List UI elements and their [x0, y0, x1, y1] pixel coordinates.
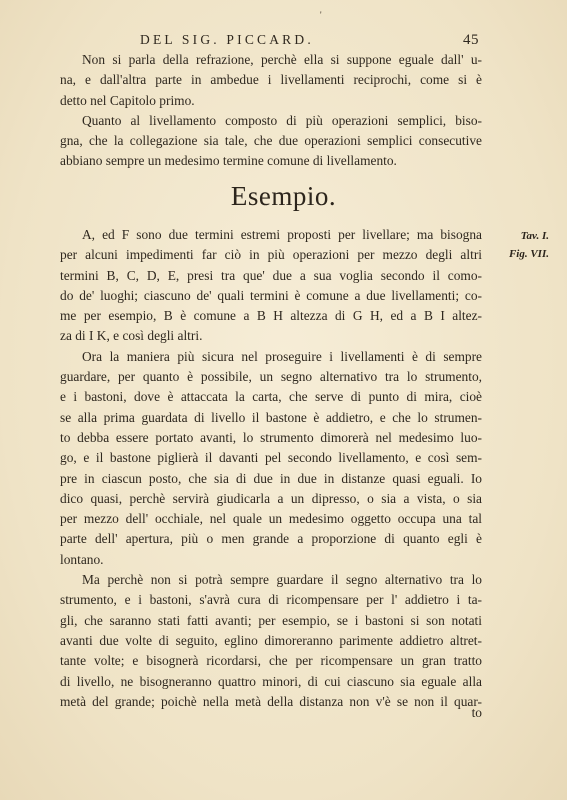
text-line: Ora la maniera più sicura nel proseguire i livellamenti è di sempre: [82, 348, 482, 364]
text-line: Quanto al livellamento composto di più operazioni semplici, biso-: [82, 112, 482, 128]
catchword: to: [471, 705, 482, 720]
margin-note-plate: Tav. I.: [520, 230, 549, 242]
text-line: di livello, ne bisogneranno quattro minori, di cui ciascuno sia eguale alla: [60, 673, 482, 689]
text-line: A, ed F sono due termini estremi proposti per livellare; ma bisogna: [82, 227, 482, 242]
paragraph-block-top: [60, 50, 482, 172]
text-line: detto nel Capitolo primo.: [60, 92, 195, 108]
text-line: gli, che saranno stati fatti avanti; per esempio, se i bastoni si son notati: [60, 612, 482, 628]
text-line: do de' luoghi; ciascuno de' quali termini è comune a due livellamenti; co-: [60, 287, 482, 303]
margin-note-figure: Fig. VII.: [508, 248, 549, 260]
text-line: per alcuni impedimenti far ciò in più operazioni per mezzo degli altri: [60, 247, 482, 263]
text-line: abbiano sempre un medesimo termine comune di livellamento.: [60, 153, 397, 169]
text-line: tante volte; e bisognerà ricordarsi, che per ricompensare un gran tratto: [60, 653, 482, 669]
text-line: guardare, per quanto è possibile, un segno alternativo tra lo strumento,: [60, 369, 482, 385]
text-line: me per esempio, B è comune a B H altezza di G H, ed a B I altez-: [60, 308, 482, 324]
text-line: e i bastoni, dove è attaccata la carta, che serve di punto di mira, cioè: [60, 389, 482, 405]
text-line: Ma perchè non si potrà sempre guardare il segno alternativo tra lo: [82, 572, 482, 588]
text-line: strumento, e i bastoni, s'avrà cura di ricompensare per l' addietro i ta-: [60, 592, 482, 608]
text-line: to debba essere portato avanti, lo strumento dimorerà nel medesimo luo-: [60, 429, 482, 445]
text-line: per mezzo dell' occhiale, nel quale un medesimo oggetto occupa una tal: [60, 511, 482, 527]
paragraph-block-main: [60, 225, 482, 712]
text-line: lontano.: [60, 551, 104, 567]
text-line: gna, che la collegazione sia tale, che due operazioni semplici consecutive: [60, 133, 482, 149]
section-heading: Esempio.: [230, 181, 337, 211]
text-line: go, e il bastone piglierà il davanti pel secondo livellamento, e così sem-: [60, 450, 482, 466]
text-line: pre in ciascun posto, che sia di due in due in distanze quasi eguali. Io: [60, 470, 482, 486]
printer-mark: ': [320, 10, 322, 20]
text-line: na, e dall'altra parte in ambedue i livellamenti reciprochi, come si è: [60, 72, 482, 88]
text-line: termini B, C, D, E, presi tra que' due a sua voglia secondo il como-: [60, 267, 482, 283]
text-line: avanti due volte di seguito, eglino dimoreranno parimente addietro altret-: [60, 632, 482, 648]
page-number: 45: [463, 32, 479, 48]
text-line: parte dell' apertura, più o men grande a proporzione di quanto egli è: [60, 531, 482, 547]
text-line: se alla prima guardata di livello il bastone è addietro, e che lo strumen-: [60, 409, 482, 425]
running-title: DEL SIG. PICCARD.: [140, 32, 314, 47]
text-line: metà del grande; poichè nella metà della distanza non v'è se non il quar-: [60, 693, 482, 709]
text-line: za di I K, e così degli altri.: [60, 328, 203, 344]
text-line: Non si parla della refrazione, perchè ella si suppone eguale dall' u-: [82, 52, 482, 67]
text-line: dico quasi, perchè servirà giudicarla a un dipresso, o sia a vista, o sia: [60, 490, 482, 506]
